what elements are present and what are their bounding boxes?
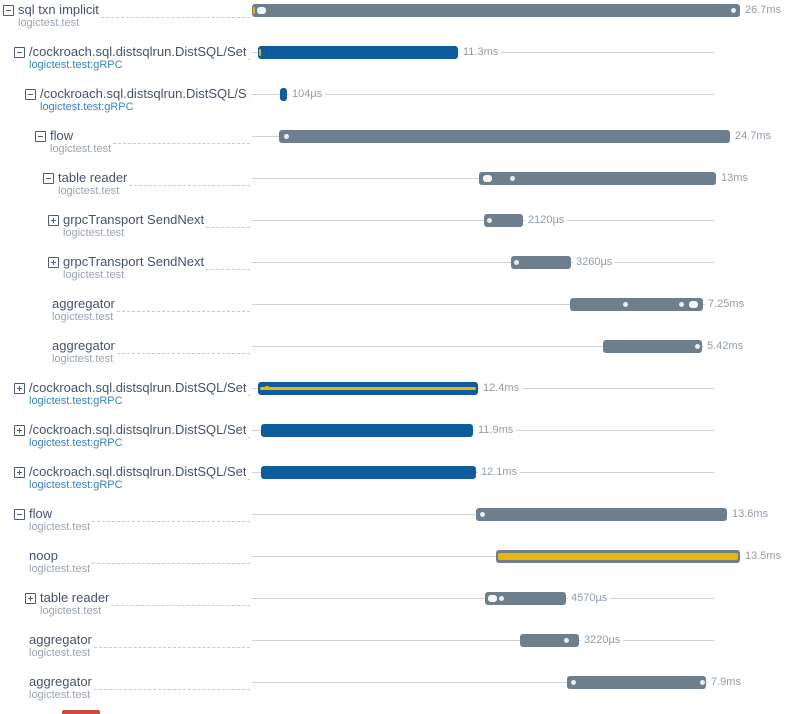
span-duration: 12.4ms [480, 382, 522, 395]
leader-line [248, 378, 250, 396]
span-bar[interactable] [485, 592, 566, 605]
span-duration: 26.7ms [742, 4, 784, 17]
trace-span-row [0, 630, 786, 672]
expand-toggle-icon[interactable] [14, 425, 25, 436]
span-label-block [0, 210, 252, 252]
trace-span-row [0, 420, 786, 462]
log-event-marker-icon[interactable] [571, 680, 576, 685]
trace-span-row [0, 126, 786, 168]
log-event-marker-icon[interactable] [689, 301, 698, 308]
span-timeline [252, 546, 786, 588]
trace-span-row [0, 672, 786, 714]
span-origin: logictest.test [58, 185, 120, 197]
span-duration: 3260µs [573, 256, 615, 269]
trace-span-row [0, 588, 786, 630]
span-name: grpcTransport SendNext [63, 212, 205, 227]
log-event-marker-icon[interactable] [623, 302, 628, 307]
span-names [29, 546, 90, 576]
span-name: /cockroach.sql.distsqlrun.DistSQL/S [40, 86, 247, 101]
span-timeline [252, 42, 786, 84]
trace-span-row [0, 336, 786, 378]
log-event-marker-icon[interactable] [487, 218, 492, 223]
collapse-toggle-icon[interactable] [25, 89, 36, 100]
span-names [52, 294, 115, 324]
span-bar[interactable] [258, 382, 478, 395]
span-label-block [0, 126, 252, 168]
span-bar[interactable] [280, 88, 287, 101]
span-origin: logictest.test [40, 605, 102, 617]
span-bar[interactable] [520, 634, 579, 647]
span-origin: logictest.test [29, 521, 91, 533]
span-names [18, 0, 99, 30]
span-names [40, 84, 247, 114]
span-label-block [0, 84, 252, 126]
span-origin: logictest.test [18, 17, 80, 29]
leader-line [101, 0, 250, 18]
span-bar[interactable] [261, 424, 473, 437]
timeline-baseline [252, 220, 714, 221]
span-name: aggregator [29, 632, 92, 647]
span-timeline [252, 126, 786, 168]
expand-toggle-icon[interactable] [25, 593, 36, 604]
span-label-block [0, 546, 252, 588]
span-names [58, 168, 127, 198]
span-names [29, 504, 90, 534]
span-timeline [252, 462, 786, 504]
log-event-marker-icon[interactable] [679, 302, 684, 307]
span-name: noop [29, 548, 58, 563]
expand-toggle-icon[interactable] [48, 215, 59, 226]
span-timeline [252, 294, 786, 336]
span-timeline [252, 420, 786, 462]
span-origin: logictest.test [29, 647, 91, 659]
span-label-block [0, 294, 252, 336]
expand-toggle-icon[interactable] [48, 257, 59, 268]
span-duration: 2120µs [525, 214, 567, 227]
span-duration: 4570µs [568, 592, 610, 605]
leader-line [94, 630, 250, 648]
trace-span-row [0, 462, 786, 504]
log-event-marker-icon[interactable] [700, 680, 705, 685]
span-origin-link[interactable]: logictest.test:gRPC [29, 395, 123, 407]
leader-line [129, 168, 250, 186]
trace-span-row [0, 210, 786, 252]
collapse-toggle-icon[interactable] [3, 5, 14, 16]
span-duration: 24.7ms [732, 130, 774, 143]
log-event-marker-icon[interactable] [257, 7, 266, 14]
span-name: table reader [40, 590, 110, 605]
span-label-block [0, 0, 252, 42]
span-origin: logictest.test [63, 269, 125, 281]
expand-toggle-icon[interactable] [14, 467, 25, 478]
log-event-marker-icon[interactable] [731, 8, 736, 13]
span-label-block [0, 378, 252, 420]
span-label-block [0, 252, 252, 294]
trace-span-row [0, 0, 786, 42]
span-bar[interactable] [570, 298, 703, 311]
span-names [29, 462, 246, 492]
leader-line [206, 210, 250, 228]
span-duration: 5.42ms [704, 340, 746, 353]
span-names [52, 336, 115, 366]
span-duration: 3220µs [581, 634, 623, 647]
span-origin-link[interactable]: logictest.test:gRPC [29, 59, 123, 71]
log-event-marker-icon[interactable] [284, 134, 289, 139]
collapse-toggle-icon[interactable] [35, 131, 46, 142]
log-event-marker-icon[interactable] [514, 260, 519, 265]
collapse-toggle-icon[interactable] [43, 173, 54, 184]
span-name: /cockroach.sql.distsqlrun.DistSQL/Set [29, 422, 247, 437]
span-duration: 13.5ms [742, 550, 784, 563]
log-event-marker-icon[interactable] [265, 386, 269, 390]
span-duration: 104µs [289, 88, 325, 101]
span-bar[interactable] [279, 130, 730, 143]
span-names [50, 126, 111, 156]
leader-line [117, 294, 250, 312]
span-bar[interactable] [479, 172, 716, 185]
leader-line [113, 126, 250, 144]
span-name: /cockroach.sql.distsqlrun.DistSQL/Set [29, 464, 247, 479]
span-names [29, 378, 246, 408]
leader-line [206, 252, 250, 270]
span-timeline [252, 252, 786, 294]
span-names [63, 252, 204, 282]
span-name: aggregator [29, 674, 92, 689]
log-event-marker-icon[interactable] [488, 595, 497, 602]
span-name: grpcTransport SendNext [63, 254, 205, 269]
span-names [29, 420, 246, 450]
span-name: sql txn implicit [18, 2, 99, 17]
span-name: /cockroach.sql.distsqlrun.DistSQL/Set [29, 380, 247, 395]
span-name: table reader [58, 170, 128, 185]
log-event-marker-icon[interactable] [510, 176, 515, 181]
span-label-block [0, 42, 252, 84]
log-event-marker-icon[interactable] [564, 638, 569, 643]
span-timeline [252, 504, 786, 546]
span-timeline [252, 84, 786, 126]
span-name: /cockroach.sql.distsqlrun.DistSQL/Set [29, 44, 247, 59]
span-bar[interactable] [261, 466, 476, 479]
collapse-toggle-icon[interactable] [14, 509, 25, 520]
span-label-block [0, 420, 252, 462]
leader-line [111, 588, 250, 606]
span-origin: logictest.test [52, 353, 114, 365]
span-origin-link[interactable]: logictest.test:gRPC [29, 437, 123, 449]
span-names [29, 630, 92, 660]
span-origin: logictest.test [29, 563, 91, 575]
span-origin-link[interactable]: logictest.test:gRPC [40, 101, 134, 113]
span-bar[interactable] [567, 676, 706, 689]
leader-line [92, 546, 250, 564]
timeline-baseline [252, 640, 714, 641]
span-duration: 11.3ms [460, 46, 501, 59]
trace-span-row [0, 378, 786, 420]
span-timeline [252, 672, 786, 714]
collapse-toggle-icon[interactable] [14, 47, 25, 58]
span-duration: 11.9ms [475, 424, 516, 437]
span-names [40, 588, 109, 618]
leader-line [117, 336, 250, 354]
leader-line [249, 84, 250, 102]
span-bar[interactable] [258, 46, 458, 59]
timeline-baseline [252, 598, 714, 599]
trace-span-row [0, 294, 786, 336]
trace-span-row [0, 252, 786, 294]
leader-line [94, 672, 250, 690]
span-duration: 7.25ms [705, 298, 747, 311]
span-label-block [0, 336, 252, 378]
span-duration: 12.1ms [478, 466, 520, 479]
span-bar[interactable] [496, 550, 740, 563]
span-timeline [252, 210, 786, 252]
span-names [29, 42, 246, 72]
span-label-block [0, 672, 252, 714]
span-name: flow [50, 128, 74, 143]
log-event-marker-icon[interactable] [499, 596, 504, 601]
log-event-marker-icon[interactable] [253, 7, 255, 14]
span-timeline [252, 168, 786, 210]
span-duration: 7.9ms [708, 676, 744, 689]
span-timeline [252, 0, 786, 42]
span-label-block [0, 588, 252, 630]
span-names [29, 672, 92, 702]
span-bar[interactable] [476, 508, 727, 521]
trace-span-row [0, 546, 786, 588]
span-origin-link[interactable]: logictest.test:gRPC [29, 479, 123, 491]
span-origin: logictest.test [52, 311, 114, 323]
span-origin: logictest.test [63, 227, 125, 239]
highlight-stripe [498, 553, 738, 560]
span-duration: 13.6ms [729, 508, 771, 521]
leader-line [248, 420, 250, 438]
span-duration: 13ms [718, 172, 751, 185]
trace-span-row [0, 42, 786, 84]
expand-toggle-icon[interactable] [14, 383, 25, 394]
span-bar[interactable] [484, 214, 523, 227]
span-label-block [0, 168, 252, 210]
log-event-marker-icon[interactable] [259, 49, 261, 56]
span-label-block [0, 630, 252, 672]
log-event-marker-icon[interactable] [695, 344, 700, 349]
span-bar[interactable] [603, 340, 702, 353]
span-name: flow [29, 506, 53, 521]
timeline-baseline [252, 262, 714, 263]
trace-span-row [0, 84, 786, 126]
span-origin: logictest.test [29, 689, 91, 701]
span-bar[interactable] [252, 4, 740, 17]
span-names [63, 210, 204, 240]
partial-row-highlight-below-fold [62, 710, 100, 714]
trace-span-row [0, 168, 786, 210]
span-timeline [252, 336, 786, 378]
span-bar[interactable] [511, 256, 571, 269]
log-event-marker-icon[interactable] [480, 512, 485, 517]
span-name: aggregator [52, 296, 115, 311]
leader-line [248, 462, 250, 480]
span-name: aggregator [52, 338, 115, 353]
highlight-stripe [260, 387, 476, 390]
leader-line [248, 42, 250, 60]
trace-span-row [0, 504, 786, 546]
span-label-block [0, 504, 252, 546]
span-timeline [252, 378, 786, 420]
span-origin: logictest.test [50, 143, 112, 155]
span-label-block [0, 462, 252, 504]
log-event-marker-icon[interactable] [483, 175, 492, 182]
span-timeline [252, 588, 786, 630]
span-timeline [252, 630, 786, 672]
leader-line [92, 504, 250, 522]
